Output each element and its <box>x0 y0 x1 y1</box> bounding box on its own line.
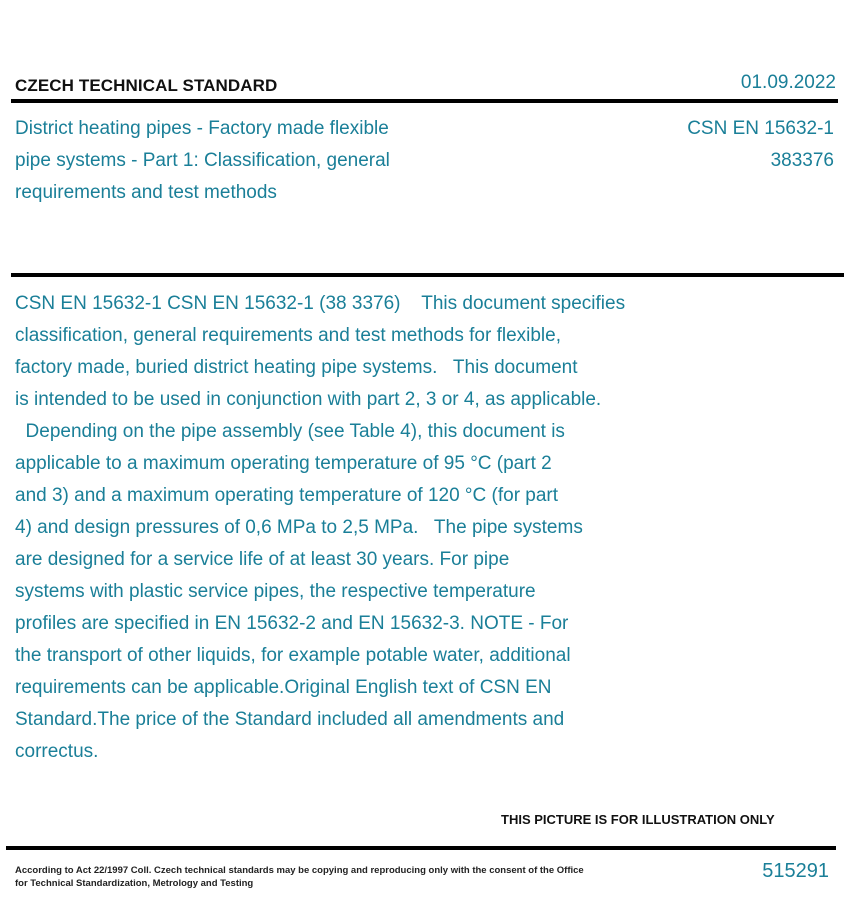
abstract-line: Depending on the pipe assembly (see Table 4), this document is <box>15 421 565 442</box>
footer-divider <box>6 846 836 850</box>
abstract-line: are designed for a service life of at least 30 years. For pipe <box>15 549 510 570</box>
footer-legal-line: According to Act 22/1997 Coll. Czech technical standards may be copying and reproducing only with the consent of the Office <box>15 865 584 876</box>
document-title <box>15 113 455 209</box>
standard-number: CSN EN 15632-1 <box>687 118 834 139</box>
abstract-line: Standard.The price of the Standard included all amendments and <box>15 709 565 730</box>
abstract-line: correctus. <box>15 741 99 762</box>
abstract-line: classification, general requirements and test methods for flexible, <box>15 325 561 346</box>
abstract-line: the transport of other liquids, for example potable water, additional <box>15 645 571 666</box>
header-title: CZECH TECHNICAL STANDARD <box>15 76 278 95</box>
classification-code: 383376 <box>770 150 834 171</box>
abstract-text <box>15 288 715 768</box>
document-title-line: District heating pipes - Factory made flexible <box>15 118 389 139</box>
abstract-line: profiles are specified in EN 15632-2 and EN 15632-3. NOTE - For <box>15 613 569 634</box>
footer-legal-line: for Technical Standardization, Metrology and Testing <box>15 878 254 889</box>
footer-number: 515291 <box>762 860 829 882</box>
abstract-line: systems with plastic service pipes, the respective temperature <box>15 581 536 602</box>
abstract-line: requirements can be applicable.Original English text of CSN EN <box>15 677 552 698</box>
document-title-line: pipe systems - Part 1: Classification, general <box>15 150 390 171</box>
footer-legal-note <box>15 864 615 890</box>
abstract-line: and 3) and a maximum operating temperature of 120 °C (for part <box>15 485 559 506</box>
document-title-line: requirements and test methods <box>15 182 277 203</box>
abstract-line: 4) and design pressures of 0,6 MPa to 2,5 MPa. The pipe systems <box>15 517 583 538</box>
header-divider <box>11 99 838 103</box>
abstract-line: CSN EN 15632-1 CSN EN 15632-1 (38 3376) This document specifies <box>15 293 626 314</box>
illustration-disclaimer: THIS PICTURE IS FOR ILLUSTRATION ONLY <box>501 812 775 827</box>
abstract-line: applicable to a maximum operating temperature of 95 °C (part 2 <box>15 453 552 474</box>
standard-identifiers <box>687 113 834 177</box>
section-divider <box>11 273 844 277</box>
abstract-line: factory made, buried district heating pipe systems. This document <box>15 357 578 378</box>
header-date: 01.09.2022 <box>740 72 836 93</box>
abstract-line: is intended to be used in conjunction with part 2, 3 or 4, as applicable. <box>15 389 602 410</box>
